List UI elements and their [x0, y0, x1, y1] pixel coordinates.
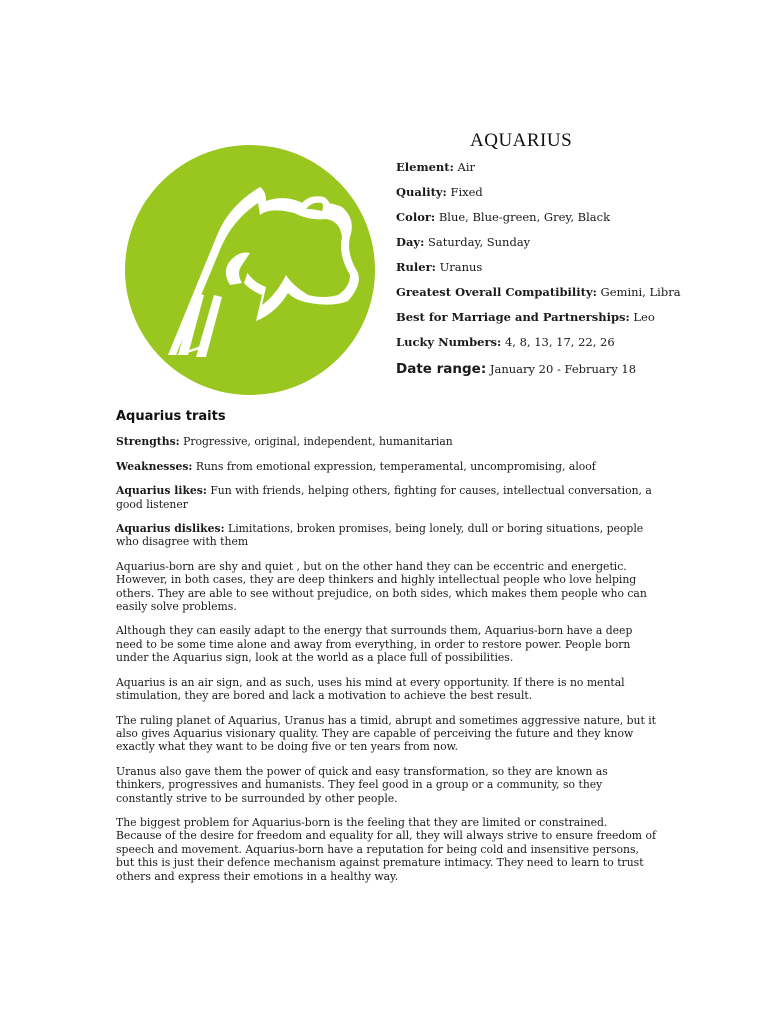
- date-range-value: January 20 - February 18: [489, 362, 637, 376]
- element-row: [396, 160, 736, 185]
- body-paragraph: The ruling planet of Aquarius, Uranus has a timid, abrupt and sometimes aggressive nature, but it also gives Aquarius visionary quality. They are capable of perceiving the future and they know exactly what they want to be doing five or ten years from now.: [116, 713, 657, 754]
- body-paragraph: Uranus also gave them the power of quick and easy transformation, so they are known as thinkers, progressives and humanists. They feel good in a group or a community, so they constantly strive to be surrounded by other people.: [116, 764, 608, 805]
- likes-value: Fun with friends, helping others, fighting for causes, intellectual conversation, a good listener: [116, 484, 652, 511]
- dislikes-paragraph: [116, 522, 656, 549]
- strengths-paragraph: [116, 435, 656, 448]
- color-row: [396, 210, 736, 235]
- day-row: [396, 235, 736, 260]
- quality-label: Quality:: [396, 185, 447, 199]
- element-label: Element:: [396, 160, 454, 174]
- marriage-row: [396, 310, 736, 335]
- compatibility-row: [396, 285, 736, 310]
- likes-label: Aquarius likes:: [116, 484, 207, 498]
- quality-row: [396, 185, 736, 210]
- weaknesses-paragraph: [116, 460, 656, 473]
- date-range-label: Date range:: [396, 361, 487, 377]
- element-value: Air: [457, 160, 475, 174]
- page-title: AQUARIUS: [470, 130, 573, 151]
- strengths-value: Progressive, original, independent, humanitarian: [183, 435, 453, 449]
- weaknesses-label: Weaknesses:: [116, 459, 193, 473]
- lucky-numbers-value: 4, 8, 13, 17, 22, 26: [504, 335, 615, 349]
- dislikes-value: Limitations, broken promises, being lonely, dull or boring situations, people who disagree with them: [116, 522, 644, 549]
- dislikes-label: Aquarius dislikes:: [116, 522, 225, 536]
- aquarius-symbol-icon: [110, 145, 390, 395]
- body-paragraph: Aquarius-born are shy and quiet , but on the other hand they can be eccentric and energetic. However, in both cases, they are deep thinkers and highly intellectual people who love helping others. They are able to see without prejudice, on both sides, which makes them people who can easily solve problems.: [116, 559, 647, 614]
- traits-section: [116, 410, 656, 894]
- strengths-label: Strengths:: [116, 435, 180, 449]
- traits-heading: Aquarius traits: [116, 409, 226, 424]
- body-paragraph: Although they can easily adapt to the energy that surrounds them, Aquarius-born have a deep need to be some time alone and away from everything, in order to restore power. People born under the Aquarius sign, look at the world as a place full of possibilities.: [116, 624, 633, 665]
- marriage-label: Best for Marriage and Partnerships:: [396, 310, 630, 324]
- day-label: Day:: [396, 235, 425, 249]
- lucky-numbers-label: Lucky Numbers:: [396, 335, 502, 349]
- ruler-value: Uranus: [439, 260, 483, 274]
- day-value: Saturday, Sunday: [428, 235, 531, 249]
- compatibility-label: Greatest Overall Compatibility:: [396, 285, 597, 299]
- date-range-row: [396, 362, 736, 387]
- body-paragraph: The biggest problem for Aquarius-born is the feeling that they are limited or constrained. Because of the desire for freedom and equality for all, they will always strive to ensure freedom of speech and movement. Aquarius-born have a reputation for being cold and insensitive persons, but this is just their defence mechanism against premature intimacy. They need to learn to trust others and express their emotions in a healthy way.: [116, 815, 656, 883]
- likes-paragraph: [116, 484, 656, 511]
- marriage-value: Leo: [633, 310, 655, 324]
- color-value: Blue, Blue-green, Grey, Black: [438, 210, 611, 224]
- body-paragraph: Aquarius is an air sign, and as such, uses his mind at every opportunity. If there is no mental stimulation, they are bored and lack a motivation to achieve the best result.: [116, 675, 625, 703]
- quality-value: Fixed: [450, 185, 483, 199]
- sign-info: [396, 130, 736, 387]
- weaknesses-value: Runs from emotional expression, temperamental, uncompromising, aloof: [195, 459, 596, 473]
- ruler-label: Ruler:: [396, 260, 436, 274]
- ruler-row: [396, 260, 736, 285]
- aquarius-logo: [110, 145, 390, 395]
- color-label: Color:: [396, 210, 436, 224]
- compatibility-value: Gemini, Libra: [600, 285, 681, 299]
- lucky-numbers-row: [396, 335, 736, 360]
